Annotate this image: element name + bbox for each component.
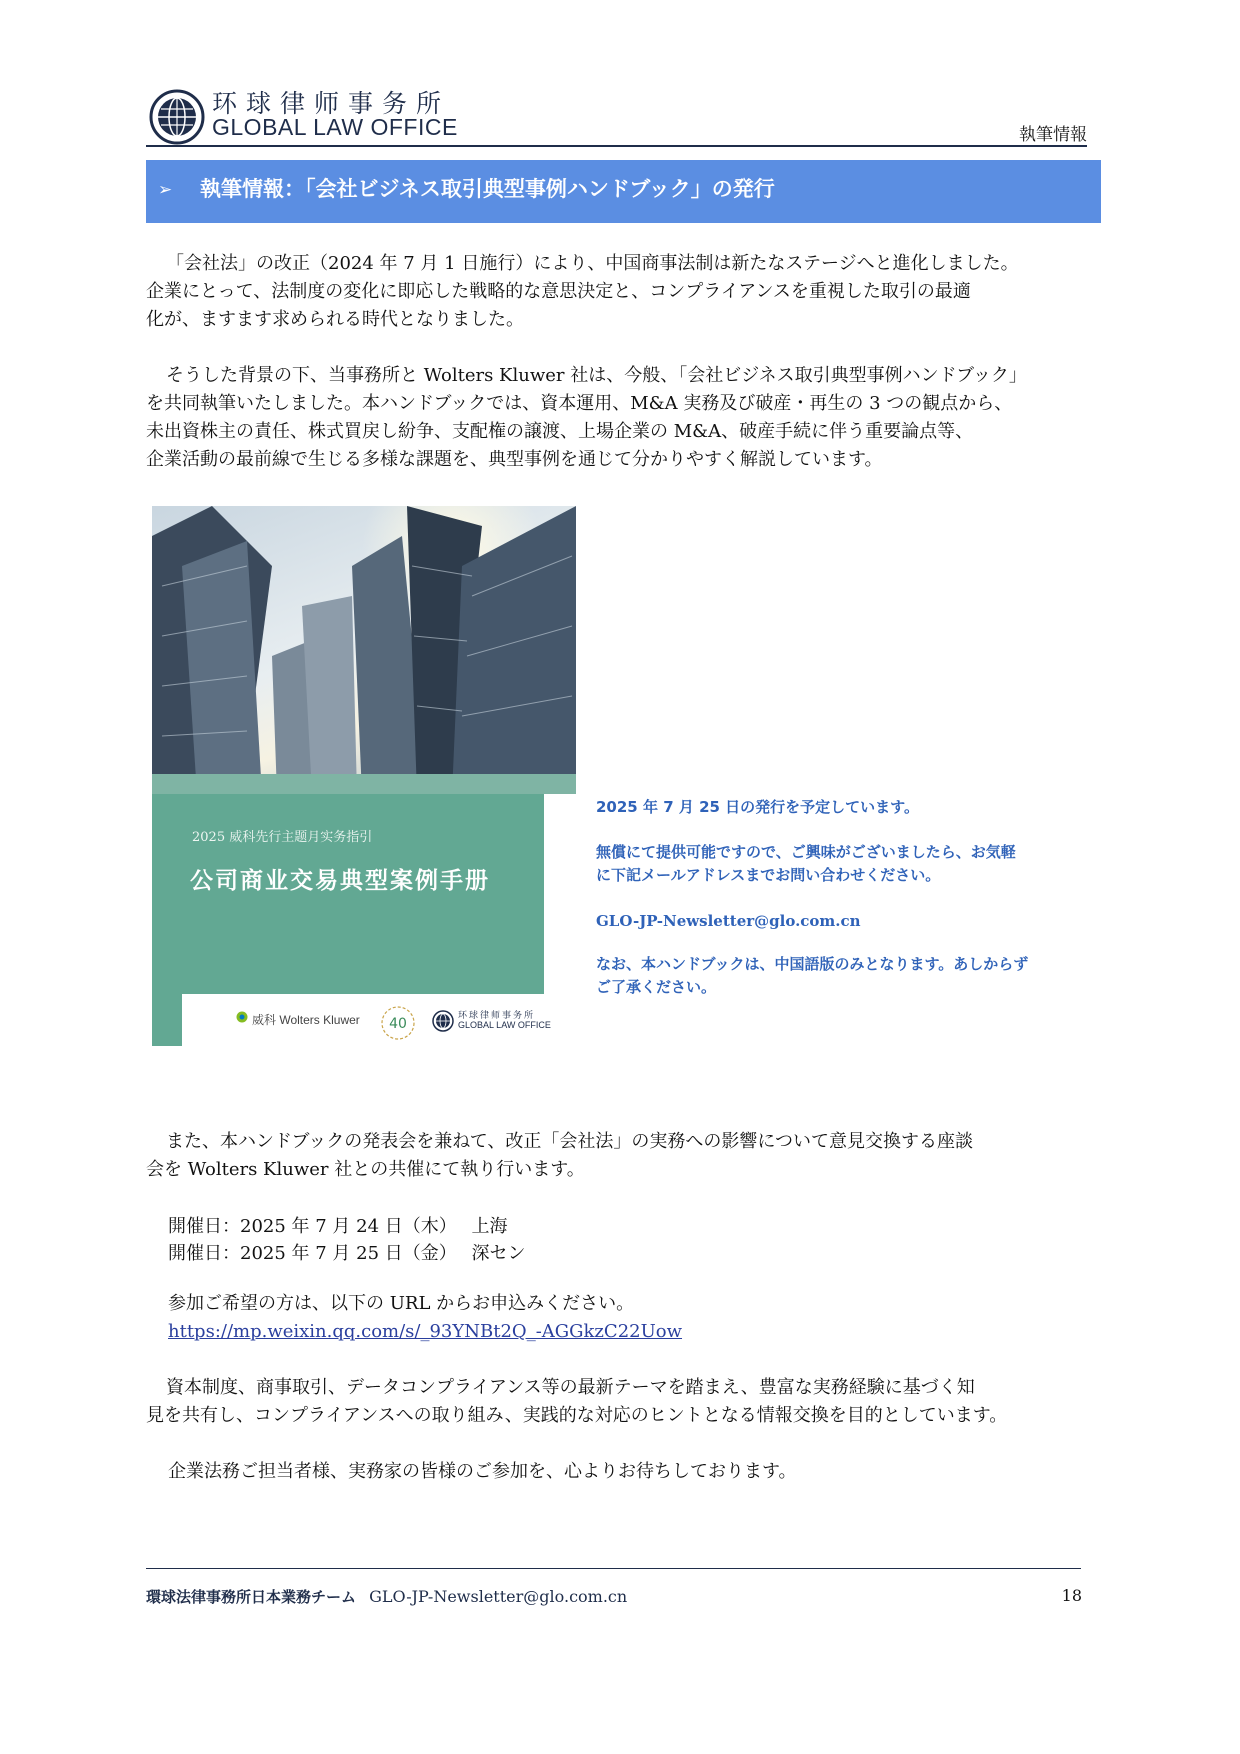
contact-email-link[interactable]: GLO-JP-Newsletter@glo.com.cn: [596, 912, 861, 930]
offer-line: 無償にて提供可能ですので、ご興味がございましたら、お気軽: [596, 843, 1016, 861]
page-number: 18: [1061, 1586, 1082, 1605]
intro-line: 化が、ますます求められる時代となりました。: [146, 309, 524, 330]
cover-firm-english: GLOBAL LAW OFFICE: [458, 1020, 551, 1030]
footer-divider: [146, 1568, 1081, 1569]
intro-paragraph: [146, 250, 1091, 334]
cover-publisher: 威科 Wolters Kluwer: [252, 1013, 360, 1027]
release-date-note: [596, 796, 919, 819]
footer-team: [146, 1586, 627, 1607]
globe-logo-icon: [148, 88, 206, 146]
cover-accent-strip: [152, 774, 576, 794]
intro-line: 「会社法」の改正（2024 年 7 月 1 日施行）により、中国商事法制は新たなステージへと進化しました。: [166, 253, 1019, 274]
background-line: そうした背景の下、当事務所と Wolters Kluwer 社は、今般、「会社ビジネス取引典型事例ハンドブック」: [166, 365, 1027, 386]
seminar-date-shenzhen: 開催日：2025 年 7 月 25 日（金） 深セン: [168, 1243, 526, 1264]
seminar-date-shanghai: 開催日：2025 年 7 月 24 日（木） 上海: [168, 1216, 508, 1237]
svg-text:40: 40: [389, 1016, 407, 1032]
book-cover-image: [152, 506, 576, 1046]
skyscrapers-illustration: [152, 506, 576, 794]
cover-panel-edge: [152, 994, 182, 1046]
purpose-line: 資本制度、商事取引、データコンプライアンス等の最新テーマを踏まえ、豊富な実務経験に基づく知: [166, 1377, 975, 1398]
firm-name-chinese: 环球律师事务所: [212, 89, 451, 118]
apply-instruction: 参加ご希望の方は、以下の URL からお申込みください。: [168, 1293, 635, 1314]
article-title: 執筆情報：「会社ビジネス取引典型事例ハンドブック」の発行: [200, 177, 775, 201]
cover-title: 公司商业交易典型案例手册: [190, 867, 490, 894]
cover-subtitle: 2025 威科先行主题月实务指引: [192, 830, 373, 845]
closing-sentence: 企業法務ご担当者様、実務家の皆様のご参加を、心よりお待ちしております。: [168, 1461, 797, 1482]
arrow-bullet-icon: ➢: [158, 180, 173, 200]
purpose-paragraph: [146, 1374, 1091, 1430]
section-label: 執筆情報: [1019, 125, 1087, 145]
seminar-line: 会を Wolters Kluwer 社との共催にて執り行います。: [146, 1159, 585, 1180]
footer-team-name: 環球法律事務所日本業務チーム: [146, 1588, 357, 1606]
firm-name-english: GLOBAL LAW OFFICE: [212, 114, 458, 140]
footer-email[interactable]: GLO-JP-Newsletter@glo.com.cn: [369, 1587, 628, 1606]
background-line: を共同執筆いたしました。本ハンドブックでは、資本運用、M&A 実務及び破産・再生の 3 つの観点から、: [146, 393, 1013, 414]
release-date-text: 2025 年 7 月 25 日の発行を予定しています。: [596, 798, 919, 816]
offer-line: に下記メールアドレスまでお問い合わせください。: [596, 866, 941, 884]
purpose-line: 見を共有し、コンプライアンスへの取り組み、実践的な対応のヒントとなる情報交換を目的としています。: [146, 1405, 1008, 1426]
seminar-paragraph: [146, 1128, 1091, 1184]
header-divider: [146, 145, 1087, 147]
language-line: なお、本ハンドブックは、中国語版のみとなります。あしからず: [596, 955, 1029, 973]
wolters-kluwer-logo-icon: [236, 1011, 248, 1023]
background-line: 企業活動の最前線で生じる多様な課題を、典型事例を通じて分かりやすく解説しています。: [146, 449, 883, 470]
cover-firm-chinese: 环球律师事务所: [458, 1011, 536, 1021]
registration-url-link[interactable]: https://mp.weixin.qq.com/s/_93YNBt2Q_-AGGkzC22Uow: [168, 1321, 683, 1342]
language-note: [596, 953, 1028, 999]
seminar-line: また、本ハンドブックの発表会を兼ねて、改正「会社法」の実務への影響について意見交換する座談: [166, 1131, 974, 1152]
offer-note: [596, 841, 1016, 887]
language-line: ご了承ください。: [596, 978, 717, 996]
anniversary-40-logo-icon: [380, 1005, 416, 1041]
intro-line: 企業にとって、法制度の変化に即応した戦略的な意思決定と、コンプライアンスを重視した取引の最適: [146, 281, 971, 302]
background-paragraph: [146, 362, 1091, 474]
background-line: 未出資株主の責任、株式買戻し紛争、支配権の譲渡、上場企業の M&A、破産手続に伴う重要論点等、: [146, 421, 974, 442]
cover-globe-logo-icon: [432, 1010, 454, 1032]
